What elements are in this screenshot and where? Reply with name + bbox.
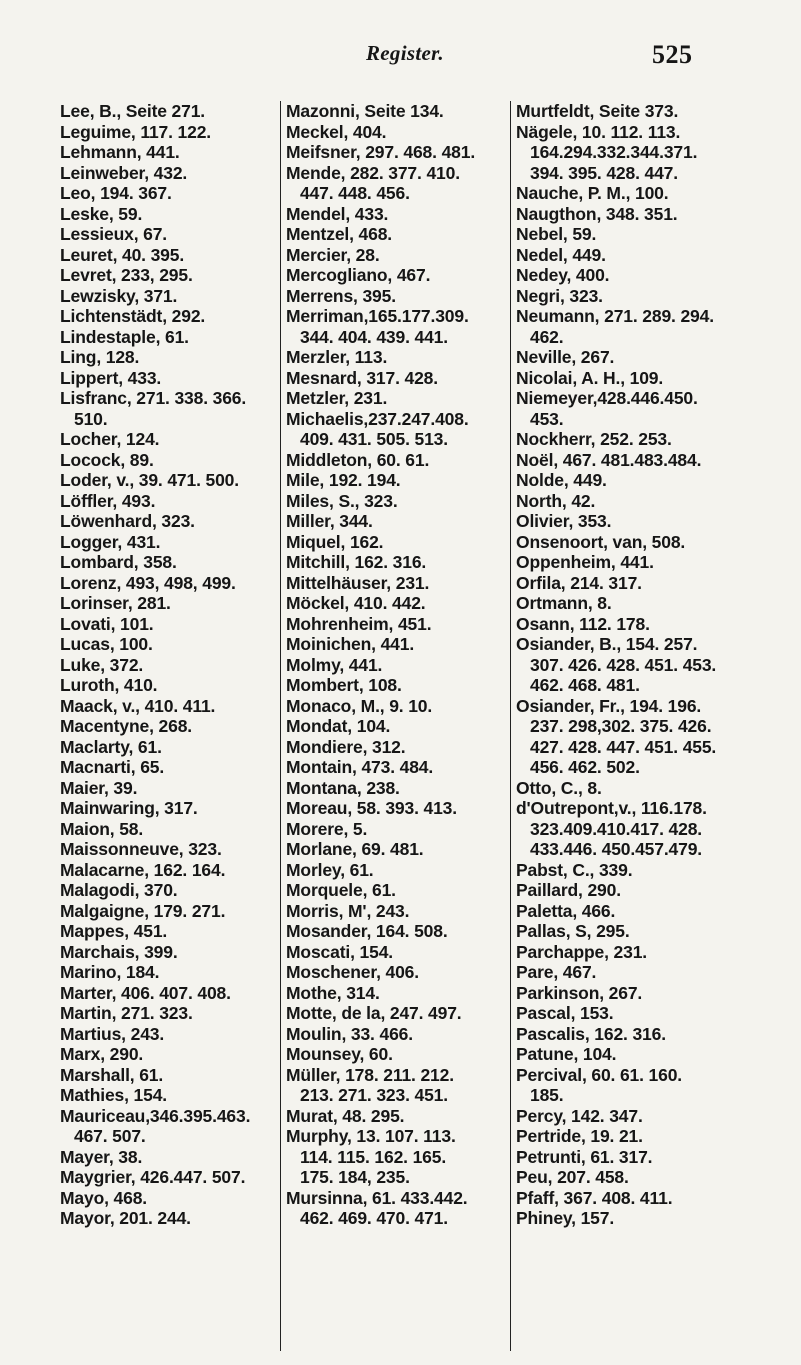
index-entry: 394. 395. 428. 447. — [530, 162, 678, 183]
column-divider — [280, 101, 281, 1351]
index-entry: Percy, 142. 347. — [516, 1105, 643, 1126]
index-entry: Maion, 58. — [60, 818, 144, 839]
index-entry: Nebel, 59. — [516, 224, 597, 244]
index-entry: Löwenhard, 323. — [60, 511, 195, 531]
index-entry: Peu, 207. 458. — [516, 1167, 629, 1187]
index-entry: North, 42. — [516, 490, 596, 511]
index-entry: Negri, 323. — [516, 285, 603, 306]
index-entry: Miller, 344. — [286, 511, 373, 531]
index-entry: Osiander, Fr., 194. 196. — [516, 695, 702, 716]
index-entry: Leo, 194. 367. — [60, 183, 172, 203]
page-number: 525 — [652, 40, 693, 69]
index-entry: Leuret, 40. 395. — [60, 244, 185, 265]
index-entry: Lessieux, 67. — [60, 224, 168, 244]
index-entry: Mombert, 108. — [286, 675, 402, 695]
index-entry: Merriman,165.177.309. — [286, 306, 469, 326]
index-entry: Nolde, 449. — [516, 470, 607, 490]
index-entry: 453. — [530, 408, 564, 429]
index-entry: Mondiere, 312. — [286, 736, 406, 757]
index-entry: Mercogliano, 467. — [286, 265, 431, 285]
index-entry: Leinweber, 432. — [60, 162, 188, 183]
index-entry: Miquel, 162. — [286, 531, 384, 552]
index-entry: Mursinna, 61. 433.442. — [286, 1187, 468, 1208]
index-entry: Lippert, 433. — [60, 367, 162, 388]
index-entry: 447. 448. 456. — [300, 183, 410, 203]
index-entry: Moulin, 33. 466. — [286, 1023, 413, 1044]
index-entry: Miles, S., 323. — [286, 490, 398, 511]
index-entry: Ortmann, 8. — [516, 593, 612, 613]
index-entry: Maier, 39. — [60, 777, 138, 798]
index-entry: Meifsner, 297. 468. 481. — [286, 142, 476, 162]
index-entry: Parkinson, 267. — [516, 982, 643, 1003]
index-entry: Mauriceau,346.395.463. — [60, 1105, 251, 1126]
index-entry: Mounsey, 60. — [286, 1044, 393, 1064]
index-entry: Lorinser, 281. — [60, 593, 171, 613]
index-entry: Osann, 112. 178. — [516, 613, 650, 634]
index-entry: 456. 462. 502. — [530, 757, 640, 777]
index-entry: Lombard, 358. — [60, 552, 177, 572]
index-entry: Morley, 61. — [286, 859, 374, 880]
page-header — [0, 40, 801, 80]
index-entry: Mesnard, 317. 428. — [286, 367, 438, 388]
index-entry: Martin, 271. 323. — [60, 1003, 193, 1023]
index-entry: Löffler, 493. — [60, 490, 156, 511]
index-entry: Merrens, 395. — [286, 285, 396, 306]
index-entry: Molmy, 441. — [286, 654, 383, 675]
index-entry: Mile, 192. 194. — [286, 470, 401, 490]
index-entry: Moschener, 406. — [286, 962, 419, 982]
index-entry: Lichtenstädt, 292. — [60, 306, 206, 326]
index-entry: Mainwaring, 317. — [60, 798, 198, 818]
index-entry: Mentzel, 468. — [286, 224, 393, 244]
index-entry: Möckel, 410. 442. — [286, 593, 426, 613]
column-divider — [510, 101, 511, 1351]
index-entry: Montana, 238. — [286, 777, 400, 798]
index-entry: Lorenz, 493, 498, 499. — [60, 572, 236, 593]
index-entry: Meckel, 404. — [286, 121, 387, 142]
index-entry: Lewzisky, 371. — [60, 285, 178, 306]
index-entry: Middleton, 60. 61. — [286, 449, 430, 470]
index-entry: Onsenoort, van, 508. — [516, 531, 686, 552]
index-entry: Morere, 5. — [286, 818, 368, 839]
index-entry: Morlane, 69. 481. — [286, 839, 424, 859]
index-entry: Lee, B., Seite 271. — [60, 101, 206, 121]
index-entry: Pallas, S, 295. — [516, 921, 630, 941]
index-entry: 164.294.332.344.371. — [530, 142, 698, 162]
index-entry: Noël, 467. 481.483.484. — [516, 449, 702, 470]
index-entry: Malagodi, 370. — [60, 880, 178, 900]
index-entry: Lehmann, 441. — [60, 142, 180, 162]
index-entry: Phiney, 157. — [516, 1208, 615, 1228]
index-entry: Otto, C., 8. — [516, 777, 602, 798]
index-entry: Patune, 104. — [516, 1044, 617, 1064]
index-column-2 — [286, 101, 508, 1229]
index-entry: Macentyne, 268. — [60, 716, 192, 736]
index-entry: Murphy, 13. 107. 113. — [286, 1126, 456, 1146]
index-entry: 307. 426. 428. 451. 453. — [530, 654, 717, 675]
index-entry: Maclarty, 61. — [60, 736, 162, 757]
index-entry: Lisfranc, 271. 338. 366. — [60, 388, 247, 408]
index-column-1 — [60, 101, 272, 1229]
index-entry: Nauche, P. M., 100. — [516, 183, 669, 203]
index-entry: Marshall, 61. — [60, 1064, 164, 1085]
index-entry: 427. 428. 447. 451. 455. — [530, 736, 717, 757]
index-entry: Marino, 184. — [60, 962, 160, 982]
index-entry: Neville, 267. — [516, 347, 615, 367]
index-entry: 433.446. 450.457.479. — [530, 839, 703, 859]
index-entry: Pascalis, 162. 316. — [516, 1023, 666, 1044]
index-entry: Müller, 178. 211. 212. — [286, 1064, 454, 1085]
index-entry: Mohrenheim, 451. — [286, 613, 432, 634]
index-entry: Marx, 290. — [60, 1044, 144, 1064]
index-entry: 510. — [74, 408, 108, 429]
index-entry: Malacarne, 162. 164. — [60, 859, 226, 880]
index-entry: Lindestaple, 61. — [60, 326, 189, 347]
index-entry: Moscati, 154. — [286, 941, 393, 962]
index-entry: Logger, 431. — [60, 531, 161, 552]
index-entry: Nockherr, 252. 253. — [516, 429, 672, 449]
index-entry: 467. 507. — [74, 1126, 146, 1146]
index-entry: Leguime, 117. 122. — [60, 121, 211, 142]
index-entry: Osiander, B., 154. 257. — [516, 634, 698, 654]
index-entry: Nägele, 10. 112. 113. — [516, 121, 681, 142]
index-entry: Petrunti, 61. 317. — [516, 1146, 653, 1167]
index-entry: Nicolai, A. H., 109. — [516, 367, 664, 388]
index-entry: Martius, 243. — [60, 1023, 165, 1044]
index-entry: Morris, M', 243. — [286, 900, 410, 921]
index-entry: 344. 404. 439. 441. — [300, 326, 448, 347]
index-entry: Percival, 60. 61. 160. — [516, 1064, 683, 1085]
index-entry: Mappes, 451. — [60, 921, 168, 941]
index-entry: Orfila, 214. 317. — [516, 572, 642, 593]
index-entry: Leske, 59. — [60, 203, 143, 224]
index-entry: Mayo, 468. — [60, 1187, 148, 1208]
index-entry: Levret, 233, 295. — [60, 265, 193, 285]
index-entry: Mazonni, Seite 134. — [286, 101, 444, 121]
index-entry: Mondat, 104. — [286, 716, 391, 736]
index-entry: Maissonneuve, 323. — [60, 839, 222, 859]
index-entry: Murtfeldt, Seite 373. — [516, 101, 679, 121]
index-entry: Ling, 128. — [60, 347, 140, 367]
index-entry: Neumann, 271. 289. 294. — [516, 306, 714, 326]
index-entry: Mayor, 201. 244. — [60, 1208, 191, 1228]
index-entry: Lucas, 100. — [60, 634, 153, 654]
index-entry: Motte, de la, 247. 497. — [286, 1003, 462, 1023]
index-entry: Mercier, 28. — [286, 244, 380, 265]
index-entry: 462. 469. 470. 471. — [300, 1208, 448, 1228]
index-entry: Locher, 124. — [60, 429, 160, 449]
index-entry: Metzler, 231. — [286, 388, 388, 408]
index-entry: Nedey, 400. — [516, 265, 610, 285]
index-entry: Paletta, 466. — [516, 900, 616, 921]
index-entry: 237. 298,302. 375. 426. — [530, 716, 712, 736]
index-entry: Mosander, 164. 508. — [286, 921, 448, 941]
index-entry: Paillard, 290. — [516, 880, 621, 900]
index-entry: Macnarti, 65. — [60, 757, 165, 777]
index-entry: Maygrier, 426.447. 507. — [60, 1167, 246, 1187]
index-entry: 213. 271. 323. 451. — [300, 1085, 448, 1105]
index-entry: 462. — [530, 326, 564, 347]
index-entry: Mittelhäuser, 231. — [286, 572, 430, 593]
index-entry: Marchais, 399. — [60, 941, 178, 962]
index-entry: Mathies, 154. — [60, 1085, 167, 1105]
index-entry: 323.409.410.417. 428. — [530, 818, 703, 839]
index-entry: Monaco, M., 9. 10. — [286, 695, 433, 716]
index-entry: Morquele, 61. — [286, 880, 396, 900]
index-entry: 185. — [530, 1085, 564, 1105]
index-column-3 — [516, 101, 772, 1229]
index-entry: Olivier, 353. — [516, 511, 612, 531]
index-entry: Pfaff, 367. 408. 411. — [516, 1187, 673, 1208]
index-entry: Luke, 372. — [60, 654, 144, 675]
index-entry: Lovati, 101. — [60, 613, 154, 634]
index-entry: Mayer, 38. — [60, 1146, 143, 1167]
index-entry: 175. 184, 235. — [300, 1167, 410, 1187]
running-title: Register. — [366, 41, 444, 65]
index-entry: 409. 431. 505. 513. — [300, 429, 448, 449]
index-entry: Oppenheim, 441. — [516, 552, 654, 572]
index-entry: Michaelis,237.247.408. — [286, 408, 469, 429]
index-entry: Pare, 467. — [516, 962, 597, 982]
index-entry: Pabst, C., 339. — [516, 859, 633, 880]
index-entry: Nedel, 449. — [516, 244, 606, 265]
index-entry: 462. 468. 481. — [530, 675, 640, 695]
index-entry: Malgaigne, 179. 271. — [60, 900, 226, 921]
index-entry: Pascal, 153. — [516, 1003, 614, 1023]
index-entry: Mende, 282. 377. 410. — [286, 162, 460, 183]
index-entry: Moinichen, 441. — [286, 634, 415, 654]
index-entry: Mothe, 314. — [286, 982, 380, 1003]
index-entry: Merzler, 113. — [286, 347, 388, 367]
index-entry: Murat, 48. 295. — [286, 1105, 405, 1126]
index-entry: Mendel, 433. — [286, 203, 389, 224]
index-entry: 114. 115. 162. 165. — [300, 1146, 447, 1167]
index-entry: Mitchill, 162. 316. — [286, 552, 427, 572]
index-entry: Locock, 89. — [60, 449, 154, 470]
index-entry: Montain, 473. 484. — [286, 757, 434, 777]
index-entry: d'Outrepont,v., 116.178. — [516, 798, 707, 818]
index-entry: Marter, 406. 407. 408. — [60, 982, 231, 1003]
index-entry: Parchappe, 231. — [516, 941, 648, 962]
index-entry: Luroth, 410. — [60, 675, 158, 695]
index-entry: Loder, v., 39. 471. 500. — [60, 470, 239, 490]
index-entry: Naugthon, 348. 351. — [516, 203, 678, 224]
index-entry: Pertride, 19. 21. — [516, 1126, 643, 1146]
index-entry: Moreau, 58. 393. 413. — [286, 798, 457, 818]
index-entry: Maack, v., 410. 411. — [60, 695, 216, 716]
index-entry: Niemeyer,428.446.450. — [516, 388, 698, 408]
